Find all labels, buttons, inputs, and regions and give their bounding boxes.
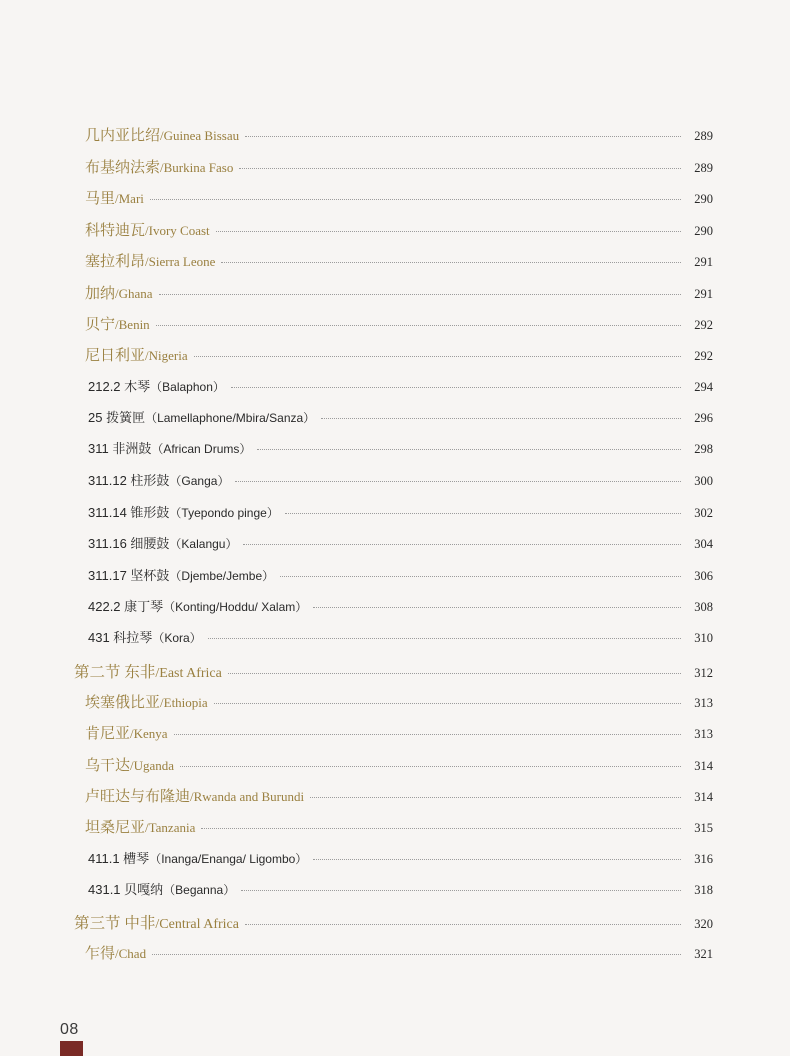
entry-page-number: 314 — [694, 759, 713, 773]
dot-leader — [150, 199, 681, 200]
toc-entry — [85, 219, 713, 240]
toc-entry — [88, 596, 713, 615]
entry-page-number: 304 — [694, 537, 713, 551]
dot-leader — [159, 294, 681, 295]
toc-entry — [85, 691, 713, 712]
entry-label: 贝宁/Benin — [85, 317, 150, 333]
dot-leader — [321, 418, 681, 419]
toc-entry — [85, 313, 713, 334]
entry-label: 311.12 柱形鼓（Ganga） — [88, 473, 230, 488]
toc-entry — [88, 879, 713, 898]
toc-entry — [85, 722, 713, 743]
dot-leader — [174, 734, 681, 735]
entry-page-number: 318 — [694, 883, 713, 897]
dot-leader — [221, 262, 681, 263]
entry-label: 尼日利亚/Nigeria — [85, 348, 188, 364]
entry-page-number: 296 — [694, 411, 713, 425]
dot-leader — [310, 797, 681, 798]
toc-entry — [88, 376, 713, 395]
dot-leader — [239, 168, 681, 169]
dot-leader — [208, 638, 681, 639]
entry-label: 埃塞俄比亚/Ethiopia — [85, 695, 208, 711]
entry-label: 311.16 细腰鼓（Kalangu） — [88, 536, 238, 551]
toc-entry — [88, 533, 713, 552]
entry-page-number: 292 — [694, 318, 713, 332]
entry-label: 311.14 锥形鼓（Tyepondo pinge） — [88, 505, 279, 520]
entry-label: 布基纳法索/Burkina Faso — [85, 160, 234, 176]
entry-page-number: 290 — [694, 192, 713, 206]
dot-leader — [235, 481, 681, 482]
toc-entry — [88, 627, 713, 646]
toc-entry — [88, 502, 713, 521]
entry-label: 肯尼亚/Kenya — [85, 726, 168, 742]
entry-label: 422.2 康丁琴（Konting/Hoddu/ Xalam） — [88, 599, 308, 614]
entry-label: 乌干达/Uganda — [85, 758, 175, 774]
toc-entry — [88, 848, 713, 867]
toc-entry — [85, 785, 713, 806]
toc-entry — [88, 470, 713, 489]
dot-leader — [216, 231, 681, 232]
entry-page-number: 300 — [694, 474, 713, 488]
entry-label: 几内亚比绍/Guinea Bissau — [85, 128, 240, 144]
entry-page-number: 313 — [694, 696, 713, 710]
entry-label: 第三节 中非/Central Africa — [74, 915, 239, 932]
toc-entry — [85, 282, 713, 303]
entry-page-number: 292 — [694, 349, 713, 363]
entry-page-number: 310 — [694, 631, 713, 645]
entry-label: 卢旺达与布隆迪/Rwanda and Burundi — [85, 789, 305, 805]
page-color-tab — [60, 1041, 83, 1056]
dot-leader — [194, 356, 681, 357]
dot-leader — [245, 924, 681, 925]
entry-label: 411.1 槽琴（Inanga/Enanga/ Ligombo） — [88, 851, 308, 866]
entry-label: 科特迪瓦/Ivory Coast — [85, 223, 210, 239]
entry-label: 加纳/Ghana — [85, 286, 153, 302]
toc-section-heading — [74, 911, 713, 933]
entry-page-number: 289 — [694, 161, 713, 175]
entry-page-number: 314 — [694, 790, 713, 804]
entry-label: 311 非洲鼓（African Drums） — [88, 441, 252, 456]
dot-leader — [214, 703, 681, 704]
entry-label: 212.2 木琴（Balaphon） — [88, 379, 225, 394]
entry-label: 311.17 坚杯鼓（Djembe/Jembe） — [88, 568, 275, 583]
toc-entry — [88, 438, 713, 457]
toc-entry — [85, 816, 713, 837]
entry-page-number: 321 — [694, 947, 713, 961]
dot-leader — [231, 387, 681, 388]
entry-page-number: 315 — [694, 821, 713, 835]
toc-entry — [85, 156, 713, 177]
toc-entry — [85, 187, 713, 208]
entry-label: 25 拨簧匣（Lamellaphone/Mbira/Sanza） — [88, 410, 316, 425]
entry-label: 坦桑尼亚/Tanzania — [85, 820, 196, 836]
dot-leader — [313, 607, 681, 608]
dot-leader — [156, 325, 681, 326]
folio-page-number: 08 — [60, 1021, 79, 1038]
entry-label: 马里/Mari — [85, 191, 144, 207]
toc-section-heading — [74, 660, 713, 682]
dot-leader — [201, 828, 681, 829]
entry-page-number: 312 — [694, 666, 713, 680]
entry-page-number: 290 — [694, 224, 713, 238]
dot-leader — [280, 576, 681, 577]
entry-label: 431.1 贝嘎纳（Beganna） — [88, 882, 236, 897]
entry-page-number: 308 — [694, 600, 713, 614]
entry-page-number: 316 — [694, 852, 713, 866]
dot-leader — [285, 513, 681, 514]
dot-leader — [313, 859, 681, 860]
dot-leader — [180, 766, 681, 767]
dot-leader — [228, 673, 681, 674]
toc-entry — [85, 124, 713, 145]
toc-entry — [85, 942, 713, 963]
dot-leader — [245, 136, 681, 137]
toc-entry — [85, 754, 713, 775]
entry-page-number: 298 — [694, 442, 713, 456]
entry-page-number: 294 — [694, 380, 713, 394]
entry-page-number: 313 — [694, 727, 713, 741]
entry-page-number: 302 — [694, 506, 713, 520]
entry-page-number: 289 — [694, 129, 713, 143]
entry-page-number: 320 — [694, 917, 713, 931]
toc-entry — [85, 250, 713, 271]
dot-leader — [241, 890, 681, 891]
entry-label: 塞拉利昂/Sierra Leone — [85, 254, 216, 270]
entry-label: 乍得/Chad — [85, 946, 147, 962]
entry-label: 第二节 东非/East Africa — [74, 664, 222, 681]
entry-label: 431 科拉琴（Kora） — [88, 630, 202, 645]
toc-entry — [88, 565, 713, 584]
toc-entry — [85, 344, 713, 365]
entry-page-number: 291 — [694, 287, 713, 301]
dot-leader — [257, 449, 681, 450]
toc-entry — [88, 407, 713, 426]
dot-leader — [152, 954, 681, 955]
entry-page-number: 291 — [694, 255, 713, 269]
dot-leader — [243, 544, 681, 545]
entry-page-number: 306 — [694, 569, 713, 583]
